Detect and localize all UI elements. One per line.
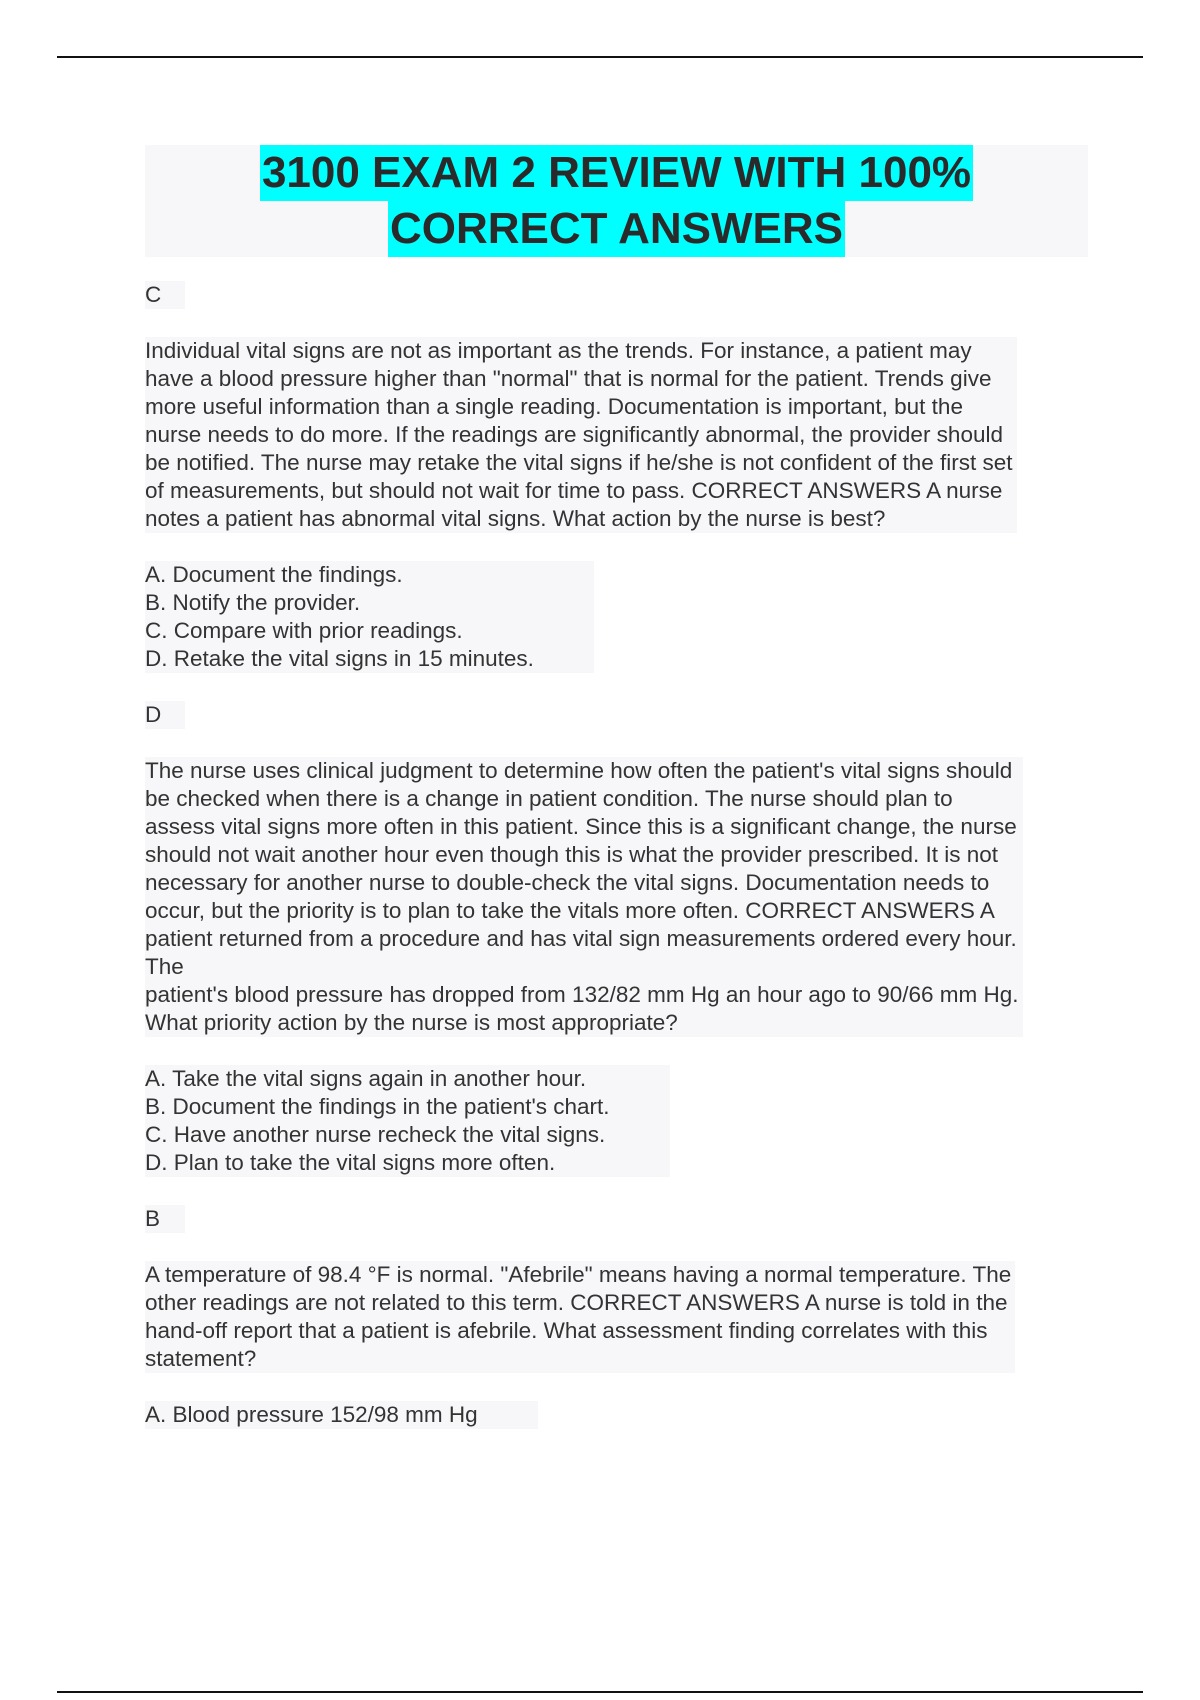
rationale-line: of measurements, but should not wait for time to pass. CORRECT ANSWERS A nurse (145, 478, 1003, 503)
rationale-line: nurse needs to do more. If the readings are significantly abnormal, the provider should (145, 422, 1003, 447)
rationale-paragraph (145, 337, 1017, 533)
options-list (145, 561, 594, 673)
document-title (145, 145, 1088, 257)
option-item: D. Retake the vital signs in 15 minutes. (145, 646, 534, 671)
rationale-line: should not wait another hour even though this is what the provider prescribed. It is not (145, 842, 999, 867)
bottom-rule (57, 1691, 1143, 1693)
option-item: B. Document the findings in the patient's chart. (145, 1094, 610, 1119)
option-item: B. Notify the provider. (145, 590, 361, 615)
top-rule (57, 56, 1143, 58)
rationale-line: be notified. The nurse may retake the vital signs if he/she is not confident of the first set (145, 450, 1013, 475)
option-item: D. Plan to take the vital signs more often. (145, 1150, 556, 1175)
answer-letter: B (145, 1205, 185, 1233)
rationale-paragraph (145, 1261, 1015, 1373)
title-line-2: CORRECT ANSWERS (388, 201, 845, 257)
rationale-line: What priority action by the nurse is most appropriate? (145, 1010, 678, 1035)
options-list (145, 1065, 670, 1177)
rationale-line: The nurse uses clinical judgment to determine how often the patient's vital signs should (145, 758, 1013, 783)
option-item: A. Document the findings. (145, 562, 403, 587)
rationale-line: more useful information than a single reading. Documentation is important, but the (145, 394, 963, 419)
rationale-line: The (145, 954, 184, 979)
rationale-line: be checked when there is a change in patient condition. The nurse should plan to (145, 786, 953, 811)
option-item: A. Blood pressure 152/98 mm Hg (145, 1402, 478, 1427)
rationale-line: assess vital signs more often in this patient. Since this is a significant change, the nurse (145, 814, 1017, 839)
rationale-line: other readings are not related to this term. CORRECT ANSWERS A nurse is told in the (145, 1290, 1008, 1315)
options-list (145, 1401, 538, 1429)
rationale-line: notes a patient has abnormal vital signs. What action by the nurse is best? (145, 506, 886, 531)
option-item: A. Take the vital signs again in another hour. (145, 1066, 587, 1091)
answer-letter: C (145, 281, 185, 309)
option-item: C. Have another nurse recheck the vital signs. (145, 1122, 606, 1147)
document-body (145, 281, 1085, 1429)
rationale-line: statement? (145, 1346, 257, 1371)
rationale-line: have a blood pressure higher than "normal" that is normal for the patient. Trends give (145, 366, 992, 391)
rationale-line: occur, but the priority is to plan to take the vitals more often. CORRECT ANSWERS A (145, 898, 995, 923)
rationale-line: necessary for another nurse to double-check the vital signs. Documentation needs to (145, 870, 990, 895)
rationale-line: patient returned from a procedure and has vital sign measurements ordered every hour. (145, 926, 1017, 951)
rationale-line: hand-off report that a patient is afebrile. What assessment finding correlates with this (145, 1318, 988, 1343)
title-line-1: 3100 EXAM 2 REVIEW WITH 100% (260, 145, 973, 201)
rationale-line: patient's blood pressure has dropped from 132/82 mm Hg an hour ago to 90/66 mm Hg. (145, 982, 1019, 1007)
rationale-paragraph (145, 757, 1023, 1037)
rationale-line: Individual vital signs are not as important as the trends. For instance, a patient may (145, 338, 972, 363)
option-item: C. Compare with prior readings. (145, 618, 463, 643)
rationale-line: A temperature of 98.4 °F is normal. "Afebrile" means having a normal temperature. The (145, 1262, 1012, 1287)
answer-letter: D (145, 701, 185, 729)
